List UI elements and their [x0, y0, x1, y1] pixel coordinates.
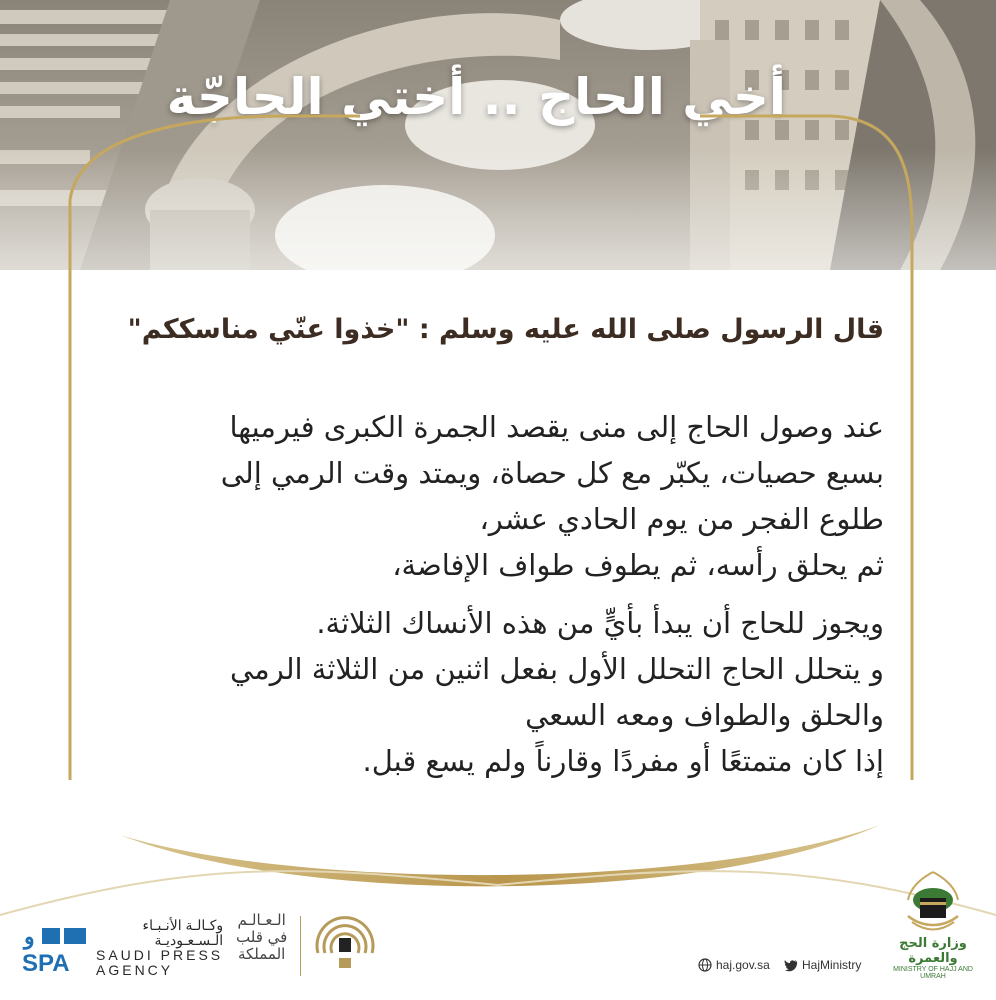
ministry-name-en: MINISTRY OF HAJJ AND UMRAH — [893, 966, 973, 980]
jamarat-aerial-photo — [0, 0, 996, 270]
hadith-quote: قال الرسول صلى الله عليه وسلم : "خذوا عنّي مناسككم" — [127, 314, 884, 345]
text-line: ويجوز للحاج أن يبدأ بأيٍّ من هذه الأنساك الثلاثة. — [316, 606, 884, 640]
ministry-logo — [880, 870, 986, 980]
paragraph-rituals — [124, 404, 884, 588]
text-line: ثم يحلق رأسه، ثم يطوف طواف الإفاضة، — [392, 548, 884, 582]
text-line: طلوع الفجر من يوم الحادي عشر، — [479, 502, 884, 536]
spa-logo — [22, 918, 223, 978]
paragraph-tahallul — [124, 600, 884, 784]
website-link[interactable] — [698, 958, 770, 972]
spa-name-en-2: AGENCY — [96, 962, 174, 978]
twitter-link[interactable] — [784, 958, 861, 972]
text-line: والحلق والطواف ومعه السعي — [525, 698, 884, 732]
ministry-name-ar: وزارة الحج والعمرة — [899, 936, 967, 966]
twitter-text: HajMinistry — [802, 958, 862, 972]
text-line: و يتحلل الحاج التحلل الأول بفعل اثنين من الثلاثة الرمي — [229, 652, 884, 686]
footer — [0, 888, 996, 1000]
text-line: إذا كان متمتعًا أو مفردًا وقارناً ولم يسع قبل. — [362, 744, 884, 778]
globe-icon — [698, 958, 712, 972]
spa-name-ar: وكـالـة الأنـبـاء — [142, 917, 224, 933]
svg-text:SPA: SPA — [22, 950, 70, 974]
spa-name-ar-2: الـسـعـوديـة — [154, 932, 224, 948]
spa-name-en: SAUDI PRESS — [96, 947, 224, 963]
text-line: عند وصول الحاج إلى منى يقصد الجمرة الكبرى فيرميها — [229, 410, 884, 444]
kingdom-slogan: الـعـالـم في قلب المملكة — [236, 911, 288, 963]
kaaba-emblem-icon — [898, 870, 968, 932]
kingdom-emblem-icon — [308, 908, 382, 982]
website-text: haj.gov.sa — [716, 958, 770, 972]
page-title: أخي الحاج .. أختي الحاجّة — [166, 68, 786, 126]
divider — [300, 916, 301, 976]
twitter-icon — [784, 958, 798, 972]
spa-name — [96, 918, 223, 978]
spa-emblem-icon — [22, 922, 90, 974]
text-line: بسبع حصيات، يكبّر مع كل حصاة، ويمتد وقت الرمي إلى — [220, 456, 884, 490]
hero-photo — [0, 0, 996, 270]
svg-text:و: و — [24, 924, 35, 949]
